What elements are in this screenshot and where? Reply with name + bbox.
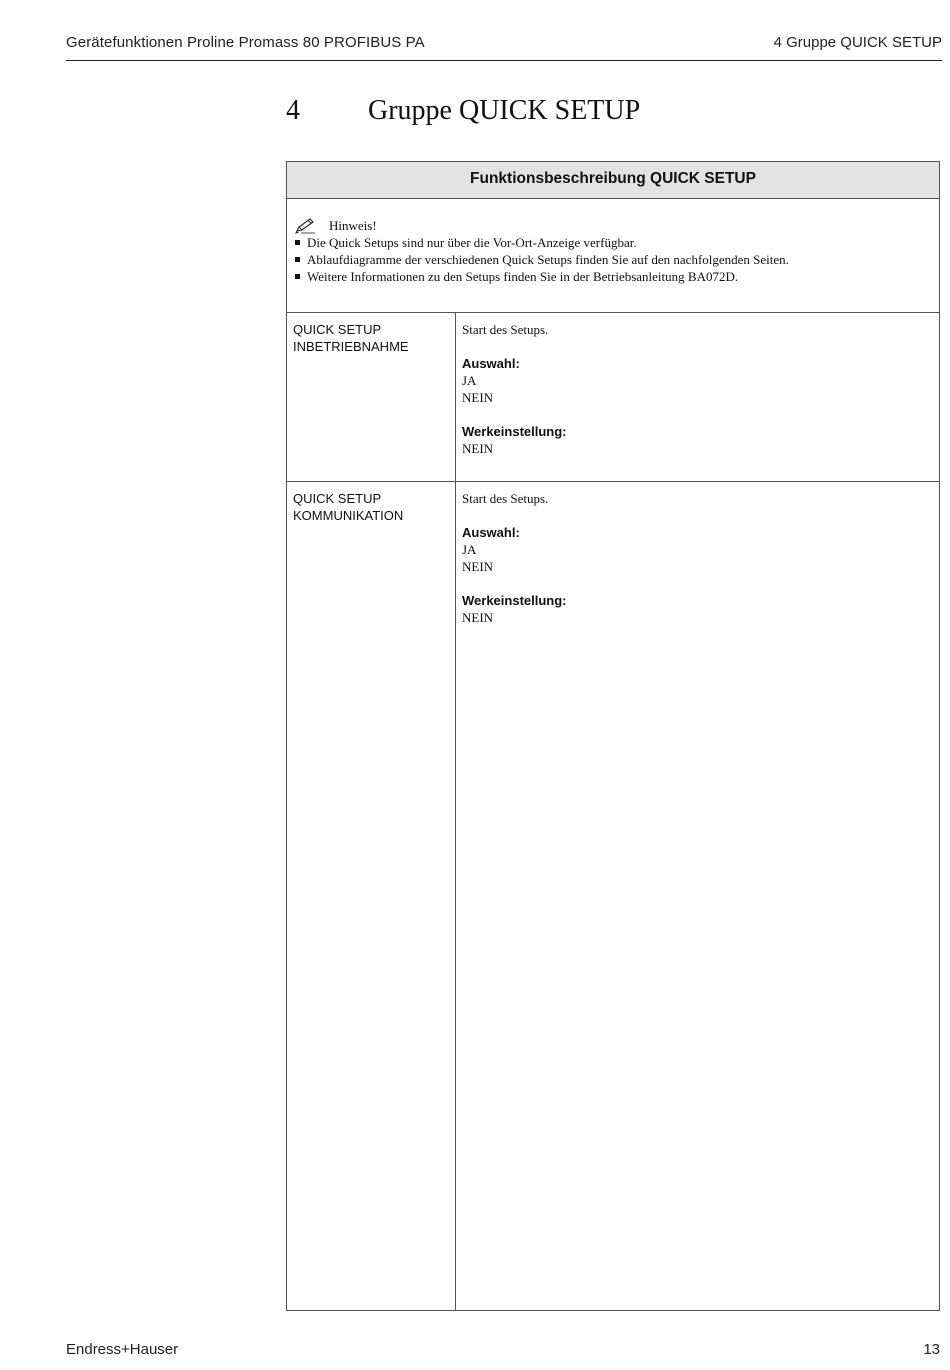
default-label: Werkeinstellung: — [462, 593, 567, 608]
page-header — [66, 30, 942, 61]
note-item: Die Quick Setups sind nur über die Vor-Ort-Anzeige verfügbar. — [293, 234, 933, 251]
default-value: NEIN — [462, 610, 494, 625]
note-header — [293, 217, 933, 234]
table-heading: Funktionsbeschreibung QUICK SETUP — [287, 162, 939, 199]
footer-brand: Endress+Hauser — [66, 1341, 179, 1358]
note-item: Weitere Informationen zu den Setups finden Sie in der Betriebsanleitung BA072D. — [293, 268, 933, 285]
note-list — [293, 234, 933, 285]
function-name-cell — [287, 313, 456, 481]
pencil-note-icon — [295, 217, 317, 234]
selection-option: JA — [462, 542, 477, 557]
chapter-number: 4 — [286, 95, 300, 126]
header-chapter-title: 4 Gruppe QUICK SETUP — [773, 34, 942, 51]
selection-label: Auswahl: — [462, 356, 520, 371]
header-document-title: Gerätefunktionen Proline Promass 80 PROFIBUS PA — [66, 34, 425, 51]
function-description-cell — [456, 313, 939, 481]
selection-option: JA — [462, 373, 477, 388]
note-box — [287, 199, 939, 313]
function-name-line: INBETRIEBNAHME — [293, 339, 409, 354]
note-item: Ablaufdiagramme der verschiedenen Quick Setups finden Sie auf den nachfolgenden Seiten. — [293, 251, 933, 268]
function-description-table — [286, 161, 940, 1311]
note-label: Hinweis! — [329, 218, 377, 233]
default-value: NEIN — [462, 441, 494, 456]
table-row-inbetriebnahme — [287, 313, 939, 482]
function-name-line: QUICK SETUP — [293, 322, 381, 337]
chapter-title: Gruppe QUICK SETUP — [368, 95, 641, 126]
table-row-kommunikation — [287, 482, 939, 1311]
function-name-line: QUICK SETUP — [293, 491, 381, 506]
selection-label: Auswahl: — [462, 525, 520, 540]
selection-option: NEIN — [462, 559, 494, 574]
description-text: Start des Setups. — [462, 491, 549, 506]
default-label: Werkeinstellung: — [462, 424, 567, 439]
function-name-line: KOMMUNIKATION — [293, 508, 404, 523]
description-text: Start des Setups. — [462, 322, 549, 337]
page-number: 13 — [923, 1341, 940, 1358]
function-name-cell — [287, 482, 456, 1311]
selection-option: NEIN — [462, 390, 494, 405]
function-description-cell — [456, 482, 939, 1311]
